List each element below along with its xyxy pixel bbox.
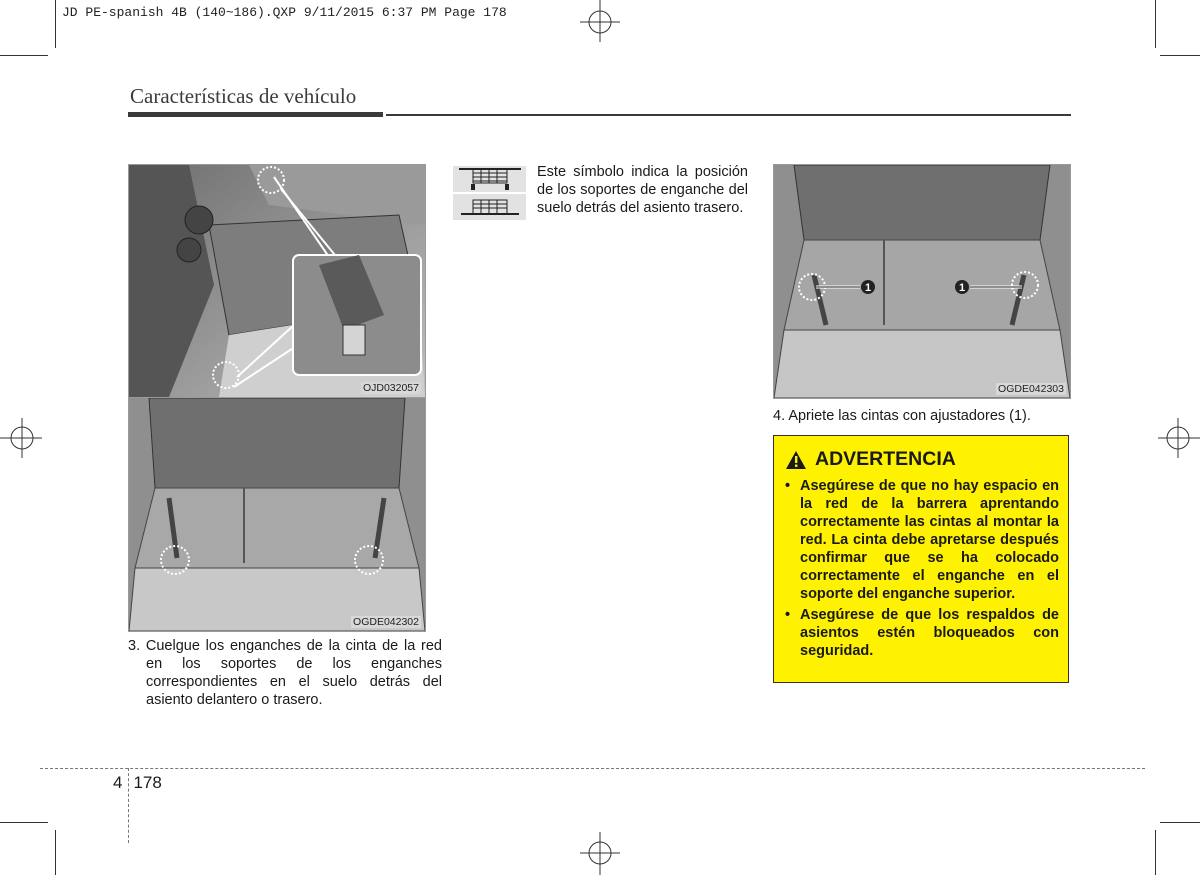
crop-mark-bottom-right-v (1155, 830, 1156, 875)
header-rule-thick (128, 112, 383, 117)
page-number (113, 773, 162, 793)
registration-mark-bottom (580, 832, 620, 875)
bullet-glyph: • (785, 607, 791, 623)
page-number-value: 178 (133, 773, 162, 792)
callout-1-right: 1 (958, 282, 966, 294)
callout-1-left: 1 (864, 282, 872, 294)
warning-item: • Asegúrese de que los respaldos de asientos estén bloqueados con seguridad. (785, 607, 1059, 659)
crop-mark-bottom-right-h (1160, 822, 1200, 823)
step-3-text: 3. Cuelgue los enganches de la cinta de la red en los soportes de los enganches correspondientes en el suelo detrás del asiento delantero o trasero. (128, 638, 442, 708)
symbol-note-text: Este símbolo indica la posición de los soportes de enganche del suelo detrás del asiento trasero. (537, 164, 748, 216)
print-slug-line: JD PE-spanish 4B (140~186).QXP 9/11/2015 6:37 PM Page 178 (62, 5, 507, 20)
hook-anchor-symbol-icon (451, 164, 528, 222)
warning-heading (785, 448, 1059, 471)
bullet-glyph: • (785, 478, 791, 494)
crop-mark-bottom-left-v (55, 830, 56, 875)
chapter-number: 4 (113, 773, 123, 792)
crop-mark-top-right-v (1155, 0, 1156, 48)
registration-mark-left (0, 418, 42, 458)
warning-item: • Asegúrese de que no hay espacio en la red de la barrera aprentando correctamente las cintas al montar la red. La cinta debe apretarse después confirmar que se ha colocado correctamente el enganche en el soporte del enganche superior. (785, 478, 1059, 602)
section-title: Características de vehículo (130, 84, 357, 108)
figure-code-1: OJD032057 (362, 382, 419, 394)
footer-dashed-rule (40, 768, 1145, 769)
trunk-straps-photo (773, 164, 1071, 399)
warning-title: ADVERTENCIA (815, 448, 956, 470)
trunk-rear-photo (128, 397, 426, 632)
warning-list (783, 477, 1059, 660)
warning-triangle-icon (785, 450, 807, 470)
step-4-text: 4. Apriete las cintas con ajustadores (1). (773, 408, 1031, 424)
crop-mark-top-right-h (1160, 55, 1200, 56)
crop-mark-bottom-left-h (0, 822, 48, 823)
warning-box (773, 435, 1069, 683)
registration-mark-right (1158, 418, 1200, 458)
trunk-side-photo (128, 164, 426, 398)
header-rule-thin (386, 114, 1071, 116)
crop-mark-top-left-h (0, 55, 48, 56)
registration-mark-top (580, 0, 620, 42)
figure-code-2: OGDE042302 (353, 616, 419, 628)
crop-mark-top-left-v (55, 0, 56, 48)
figure-code-3: OGDE042303 (998, 383, 1064, 395)
